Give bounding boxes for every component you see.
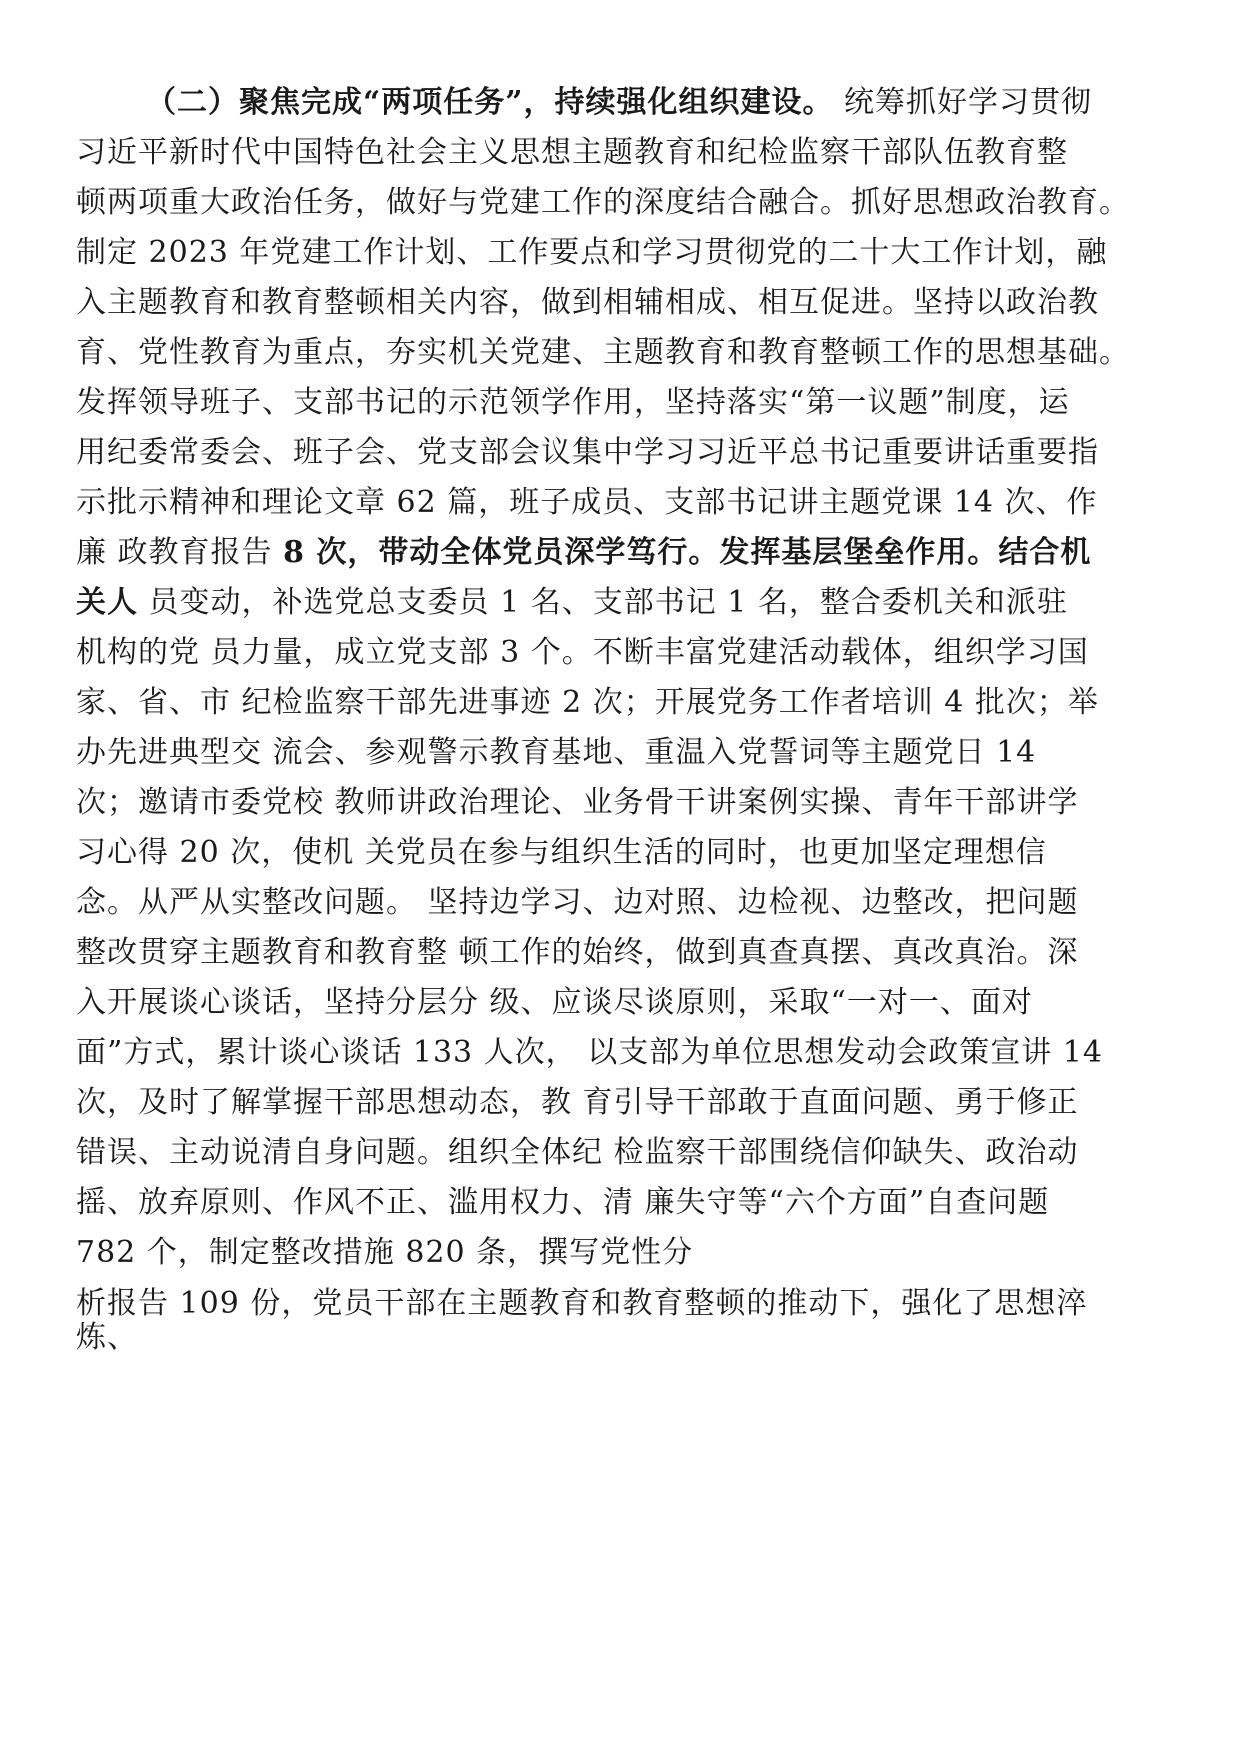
paragraph-line xyxy=(146,83,1092,123)
paragraph-line xyxy=(76,183,1130,223)
line-text: 顿两项重大政治任务，做好与党建工作的深度结合融合。抓好思想政治教育。 xyxy=(76,185,1130,220)
paragraph-line xyxy=(76,133,1068,173)
paragraph-line xyxy=(76,583,1068,623)
line-text: 摇、放弃原则、作风不正、滥用权力、清 廉失守等“六个方面”自查问题 xyxy=(76,1185,1050,1220)
paragraph-line xyxy=(76,283,1099,323)
line-text: 用纪委常委会、班子会、党支部会议集中学习习近平总书记重要讲话重要指 xyxy=(76,435,1099,470)
line-text: 次；邀请市委党校 教师讲政治理论、业务骨干讲案例实操、青年干部讲学 xyxy=(76,785,1079,820)
line-text: 家、省、市 纪检监察干部先进事迹 2 次；开展党务工作者培训 4 批次；举 xyxy=(76,685,1099,720)
line-text: 习近平新时代中国特色社会主义思想主题教育和纪检监察干部队伍教育整 xyxy=(76,135,1068,170)
line-text: 整改贯穿主题教育和教育整 顿工作的始终，做到真查真摆、真改真治。深 xyxy=(76,935,1079,970)
paragraph-line xyxy=(76,433,1099,473)
paragraph-line xyxy=(76,833,1047,873)
line-text: 入主题教育和教育整顿相关内容，做到相辅相成、相互促进。坚持以政治教 xyxy=(76,285,1099,320)
paragraph-line xyxy=(76,983,1033,1023)
paragraph-line xyxy=(76,783,1079,823)
line-text: 析报告 109 份，党员干部在主题教育和教育整顿的推动下，强化了思想淬 xyxy=(76,1286,1088,1321)
line-text: 入开展谈心谈话，坚持分层分 级、应谈尽谈原则，采取“一对一、面对 xyxy=(76,985,1033,1020)
paragraph-line xyxy=(76,733,1036,773)
line-text: 习心得 20 次，使机 关党员在参与组织生活的同时，也更加坚定理想信 xyxy=(76,835,1047,870)
line-text-bold: 8 次，带动全体党员深学笃行。发挥基层堡垒作用。结合机 xyxy=(283,535,1092,570)
line-text: 发挥领导班子、支部书记的示范领学作用，坚持落实“第一议题”制度，运 xyxy=(76,385,1070,420)
line-text: 次，及时了解掌握干部思想动态，教 育引导干部敢于直面问题、勇于修正 xyxy=(76,1085,1079,1120)
line-text: 统筹抓好学习贯彻 xyxy=(833,85,1093,120)
line-text: 782 个，制定整改措施 820 条，撰写党性分 xyxy=(76,1235,694,1270)
paragraph-line xyxy=(76,483,1098,523)
paragraph-line xyxy=(76,1233,693,1273)
line-text: 念。从严从实整改问题。 坚持边学习、边对照、边检视、边整改，把问题 xyxy=(76,885,1079,920)
paragraph-line xyxy=(76,333,1130,373)
paragraph-line xyxy=(76,883,1079,923)
line-text: 育、党性教育为重点，夯实机关党建、主题教育和教育整顿工作的思想基础。 xyxy=(76,335,1130,370)
paragraph-line xyxy=(76,383,1070,423)
line-text: 炼、 xyxy=(76,1320,138,1355)
paragraph-line xyxy=(76,1321,138,1355)
line-text: 制定 2023 年党建工作计划、工作要点和学习贯彻党的二十大工作计划，融 xyxy=(76,235,1108,270)
paragraph-line xyxy=(76,1033,1103,1073)
paragraph-line xyxy=(76,633,1089,673)
line-text-bold: 关人 xyxy=(76,585,138,620)
paragraph-line xyxy=(76,533,1091,573)
line-text: 员变动，补选党总支委员 1 名、支部书记 1 名，整合委机关和派驻 xyxy=(138,585,1068,620)
paragraph-line xyxy=(76,1083,1079,1123)
line-text: 面”方式，累计谈心谈话 133 人次， 以支部为单位思想发动会政策宣讲 14 xyxy=(76,1035,1103,1070)
paragraph-line xyxy=(76,683,1099,723)
paragraph-line xyxy=(76,1183,1049,1223)
line-text: 错误、主动说清自身问题。组织全体纪 检监察干部围绕信仰缺失、政治动 xyxy=(76,1135,1079,1170)
line-text: 办先进典型交 流会、参观警示教育基地、重温入党誓词等主题党日 14 xyxy=(76,735,1037,770)
paragraph-line xyxy=(76,933,1079,973)
paragraph-line xyxy=(76,1133,1079,1173)
line-text: 示批示精神和理论文章 62 篇，班子成员、支部书记讲主题党课 14 次、作 xyxy=(76,485,1098,520)
section-heading: （二）聚焦完成“两项任务”，持续强化组织建设。 xyxy=(146,85,834,120)
line-text: 机构的党 员力量，成立党支部 3 个。不断丰富党建活动载体，组织学习国 xyxy=(76,635,1089,670)
paragraph-line xyxy=(76,233,1107,273)
paragraph-line xyxy=(76,1287,1087,1321)
line-text: 廉 政教育报告 xyxy=(76,535,284,570)
